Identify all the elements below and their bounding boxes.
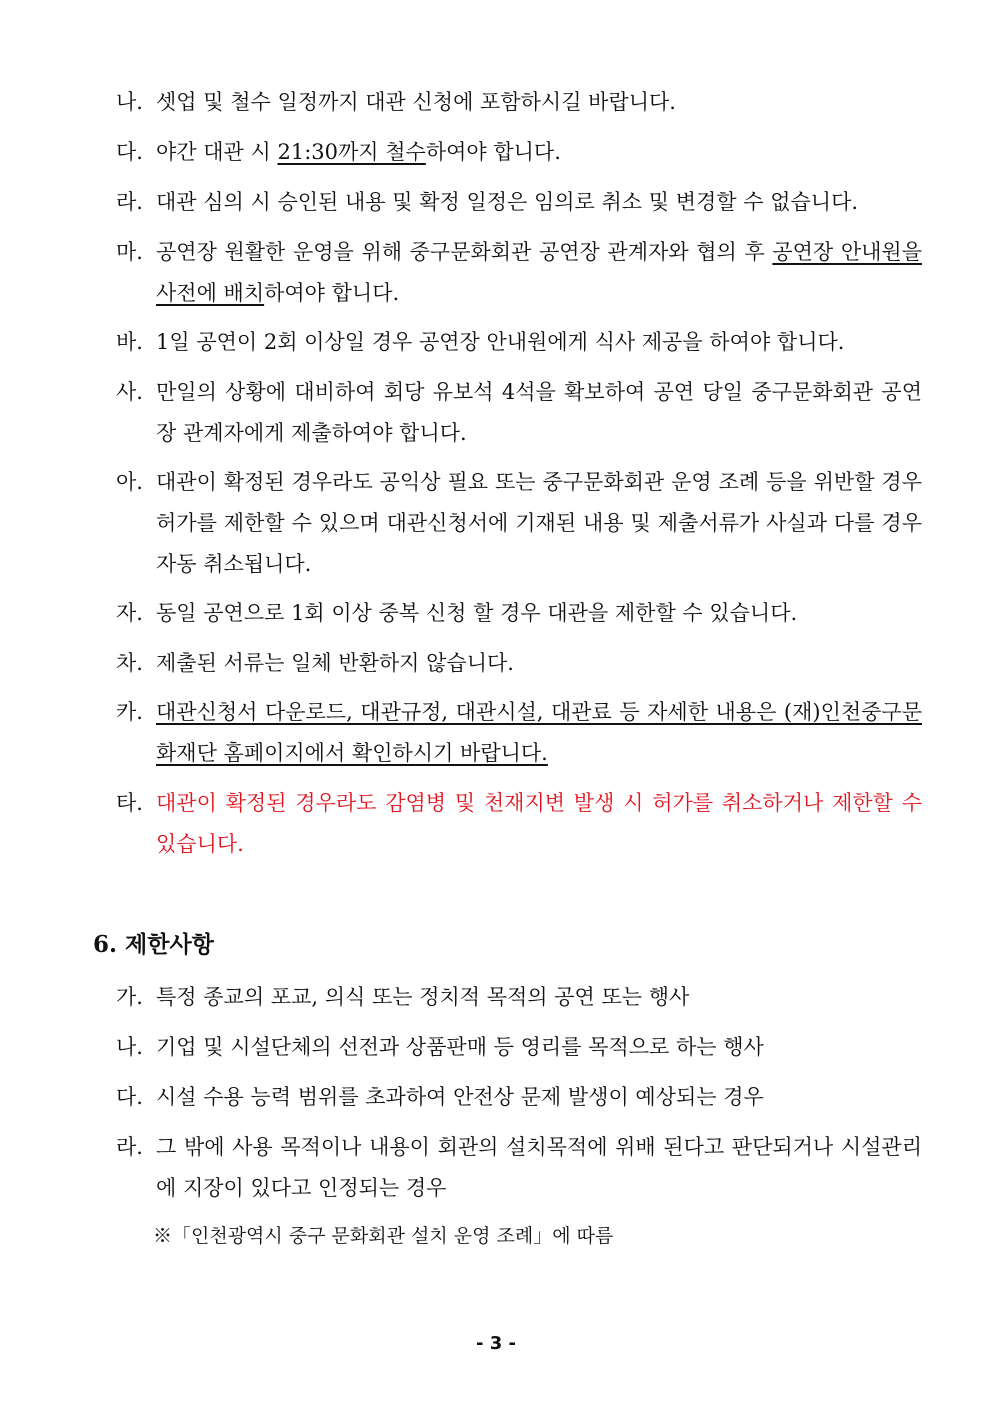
item-marker: 바. xyxy=(116,330,143,354)
list-item-da xyxy=(116,132,922,173)
list-item-ka xyxy=(116,692,922,774)
item-text: 만일의 상황에 대비하여 회당 유보석 4석을 확보하여 공연 당일 중구문화회관 공연장 관계자에게 제출하여야 합니다. xyxy=(156,380,922,445)
item-marker: 라. xyxy=(116,1135,143,1159)
item-text: 그 밖에 사용 목적이나 내용이 회관의 설치목적에 위배 된다고 판단되거나 시설관리에 지장이 있다고 인정되는 경우 xyxy=(156,1135,922,1200)
item-marker: 자. xyxy=(116,601,143,625)
item-text xyxy=(156,692,922,774)
item-marker: 라. xyxy=(116,190,143,214)
underlined-text: 21:30까지 철수 xyxy=(277,140,426,164)
restriction-item-da xyxy=(116,1077,922,1118)
list-item-ra xyxy=(116,182,922,223)
restriction-item-ra xyxy=(116,1127,922,1209)
item-text: 제출된 서류는 일체 반환하지 않습니다. xyxy=(156,651,514,675)
item-marker: 마. xyxy=(116,240,143,264)
item-text: 대관이 확정된 경우라도 공익상 필요 또는 중구문화회관 운영 조례 등을 위반할 경우 허가를 제한할 수 있으며 대관신청서에 기재된 내용 및 제출서류가 사실과 다를 경우 자동 취소됩니다. xyxy=(156,470,922,576)
homepage-notice-text: 대관신청서 다운로드, 대관규정, 대관시설, 대관료 등 자세한 내용은 (재)인천중구문화재단 홈페이지에서 확인하시기 바랍니다. xyxy=(156,700,922,765)
item-text: 야간 대관 시 21:30까지 철수하여야 합니다. xyxy=(156,140,561,164)
warning-text: 대관이 확정된 경우라도 감염병 및 천재지변 발생 시 허가를 취소하거나 제한할 수 있습니다. xyxy=(156,791,922,856)
list-item-ta xyxy=(116,783,922,865)
restriction-item-ga xyxy=(116,977,922,1018)
item-marker: 나. xyxy=(116,1035,143,1059)
list-item-cha xyxy=(116,643,922,684)
section-heading-restrictions: 6. 제한사항 xyxy=(93,931,214,958)
list-item-sa xyxy=(116,372,922,454)
item-marker: 타. xyxy=(116,791,143,815)
item-text: 셋업 및 철수 일정까지 대관 신청에 포함하시길 바랍니다. xyxy=(156,90,676,114)
item-text: 시설 수용 능력 범위를 초과하여 안전상 문제 발생이 예상되는 경우 xyxy=(156,1085,764,1109)
item-marker: 다. xyxy=(116,1085,143,1109)
ordinance-note: ※「인천광역시 중구 문화회관 설치 운영 조례」에 따름 xyxy=(153,1225,614,1247)
item-text: 기업 및 시설단체의 선전과 상품판매 등 영리를 목적으로 하는 행사 xyxy=(156,1035,764,1059)
item-marker: 아. xyxy=(116,470,143,494)
list-item-na xyxy=(116,82,922,123)
list-item-a xyxy=(116,462,922,585)
list-item-ba xyxy=(116,322,922,363)
item-marker: 가. xyxy=(116,985,143,1009)
item-text: 공연장 원활한 운영을 위해 중구문화회관 공연장 관계자와 협의 후 공연장 안내원을 사전에 배치하여야 합니다. xyxy=(156,240,922,305)
item-marker: 카. xyxy=(116,700,143,724)
list-item-ja xyxy=(116,593,922,634)
underlined-text: 공연장 안내원을 사전에 배치 xyxy=(156,240,922,305)
item-marker: 다. xyxy=(116,140,143,164)
item-marker: 사. xyxy=(116,380,143,404)
item-text: 특정 종교의 포교, 의식 또는 정치적 목적의 공연 또는 행사 xyxy=(156,985,690,1009)
restriction-item-na xyxy=(116,1027,922,1068)
item-text: 1일 공연이 2회 이상일 경우 공연장 안내원에게 식사 제공을 하여야 합니다. xyxy=(156,330,845,354)
item-text: 동일 공연으로 1회 이상 중복 신청 할 경우 대관을 제한할 수 있습니다. xyxy=(156,601,798,625)
list-item-ma xyxy=(116,232,922,314)
item-marker: 차. xyxy=(116,651,143,675)
item-marker: 나. xyxy=(116,90,143,114)
item-text: 대관 심의 시 승인된 내용 및 확정 일정은 임의로 취소 및 변경할 수 없습니다. xyxy=(156,190,859,214)
page-number: - 3 - xyxy=(476,1333,516,1354)
